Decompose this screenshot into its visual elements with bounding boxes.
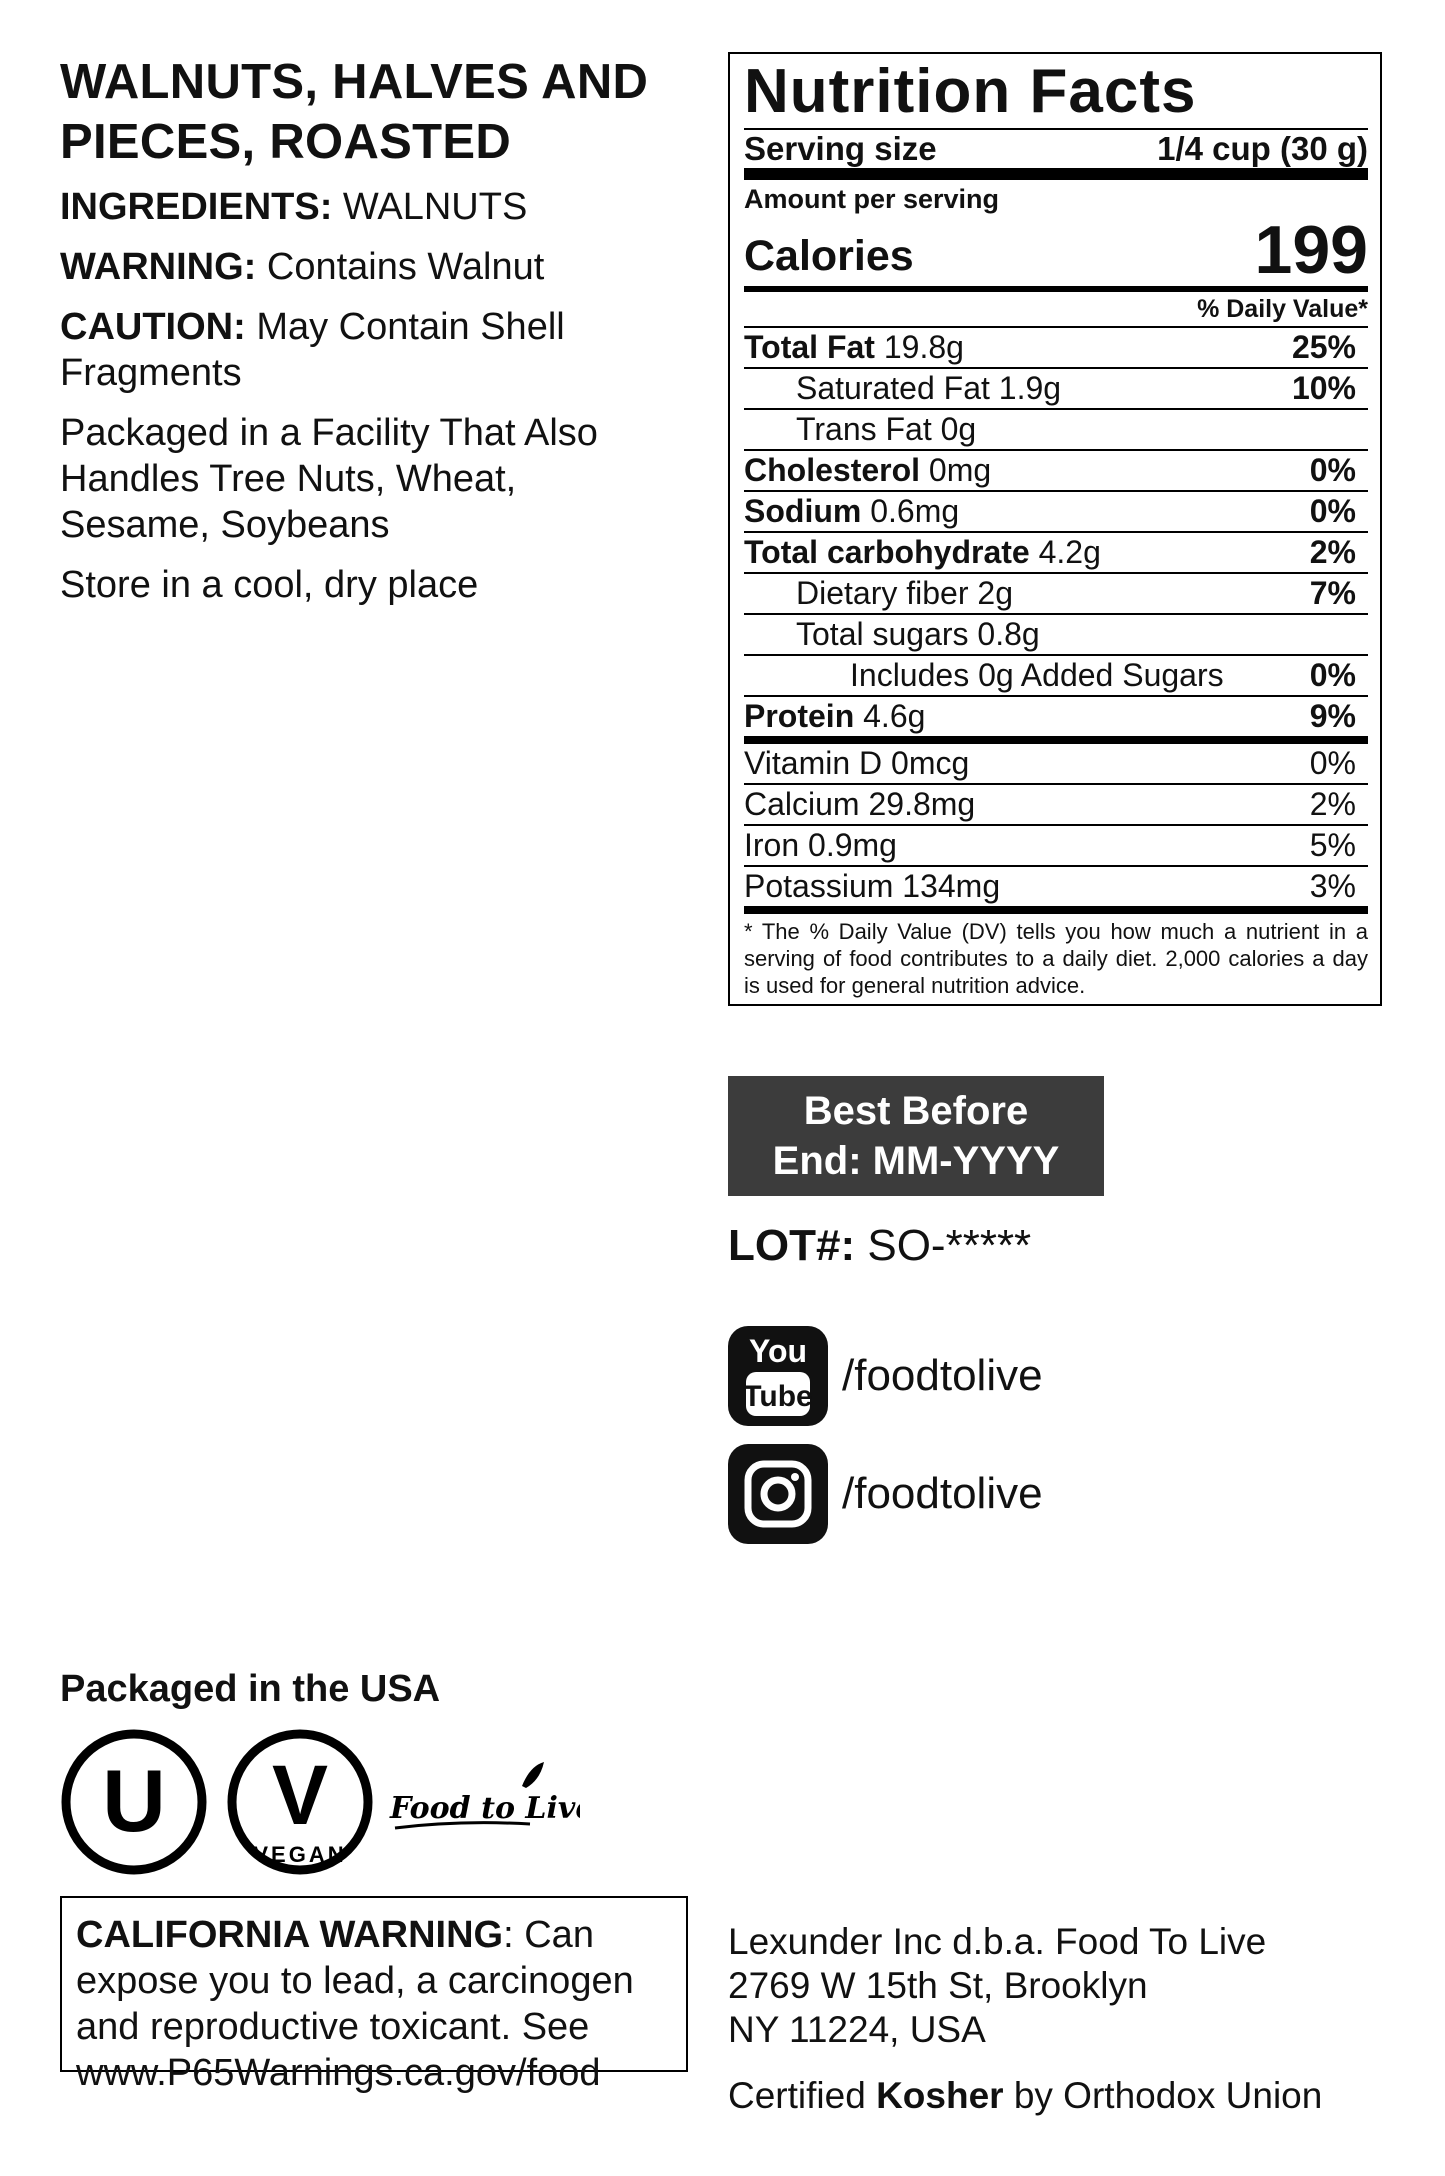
nutrient-amount: 4.6g xyxy=(863,698,926,734)
nutrient-amount: 134mg xyxy=(902,868,1001,904)
nutrient-daily-value: 7% xyxy=(1309,575,1356,611)
product-title-line1: WALNUTS, HALVES AND xyxy=(60,55,649,109)
calories-row xyxy=(744,214,1368,286)
nutrient-row xyxy=(744,783,1368,824)
lot-value: SO-***** xyxy=(867,1221,1032,1270)
nutrient-daily-value: 9% xyxy=(1309,698,1356,734)
nutrient-label xyxy=(744,785,975,824)
nutrient-name: Calcium xyxy=(744,786,860,822)
ingredients-label: INGREDIENTS: xyxy=(60,186,333,228)
nutrient-amount: 0.6mg xyxy=(870,493,960,529)
california-warning-text: : Can expose you to lead, a carcinogen and reproductive toxicant. See www.P65Warnings.ca.gov/food xyxy=(76,1914,634,2094)
kosher-logo-letter: U xyxy=(102,1751,166,1850)
nutrient-label xyxy=(744,867,1000,906)
caution-value: May Contain Shell Fragments xyxy=(60,306,565,394)
best-before-line2: End: MM-YYYY xyxy=(772,1139,1060,1183)
nutrient-daily-value: 3% xyxy=(1309,868,1356,904)
nutrient-label xyxy=(744,826,897,865)
serving-size-label: Serving size xyxy=(744,130,937,167)
best-before-box xyxy=(728,1076,1104,1196)
nutrient-amount: 4.2g xyxy=(1038,534,1101,570)
youtube-handle[interactable]: /foodtolive xyxy=(842,1351,1043,1400)
facility-statement: Packaged in a Facility That Also Handles Tree Nuts, Wheat, Sesame, Soybeans xyxy=(60,412,598,546)
warning xyxy=(60,244,720,290)
nutrient-row xyxy=(744,736,1368,783)
ingredients-value: WALNUTS xyxy=(342,186,528,228)
lot-label: LOT#: xyxy=(728,1221,856,1270)
nutrient-daily-value: 25% xyxy=(1291,329,1356,365)
nutrient-row xyxy=(744,449,1368,490)
nutrient-daily-value: 0% xyxy=(1309,493,1356,529)
nutrition-title: Nutrition Facts xyxy=(744,57,1197,126)
nutrient-name: Total sugars xyxy=(796,616,969,652)
best-before-line1: Best Before xyxy=(803,1089,1029,1133)
nutrient-daily-value: 0% xyxy=(1309,657,1356,693)
youtube-icon-text-top: You xyxy=(748,1333,808,1369)
vegan-logo-word: VEGAN xyxy=(253,1842,347,1867)
nutrient-amount: 0mg xyxy=(928,452,992,488)
instagram-handle[interactable]: /foodtolive xyxy=(842,1469,1043,1518)
nutrient-amount: 0.8g xyxy=(977,616,1040,652)
youtube-icon xyxy=(728,1326,828,1426)
calories-label: Calories xyxy=(744,232,914,280)
nutrient-amount: 0.9mg xyxy=(808,827,897,863)
nutrient-rows xyxy=(744,326,1368,906)
nutrient-name: Total Fat xyxy=(744,329,875,365)
thick-divider xyxy=(744,168,1368,180)
nutrient-row xyxy=(744,695,1368,736)
nutrient-label xyxy=(744,615,1040,654)
address-line1: Lexunder Inc d.b.a. Food To Live xyxy=(728,1921,1267,1962)
nutrient-label xyxy=(744,328,964,367)
daily-value-footnote: * The % Daily Value (DV) tells you how much a nutrient in a serving of food contributes to a daily diet. 2,000 calories a day is used for general nutrition advice. xyxy=(744,919,1368,998)
instagram-link[interactable] xyxy=(728,1444,1043,1544)
nutrient-row xyxy=(744,654,1368,695)
kosher-cert-bold: Kosher xyxy=(876,2075,1004,2116)
certification-logos xyxy=(60,1728,580,1878)
nutrient-name: Trans Fat xyxy=(796,411,932,447)
bottom-divider xyxy=(744,906,1368,914)
california-warning-label: CALIFORNIA WARNING xyxy=(76,1914,504,1956)
warning-label: WARNING: xyxy=(60,246,257,288)
youtube-link[interactable] xyxy=(728,1326,1043,1426)
nutrient-daily-value: 0% xyxy=(1309,745,1356,781)
nutrient-amount: 29.8mg xyxy=(868,786,976,822)
kosher-certification xyxy=(728,2074,1322,2118)
california-warning-box xyxy=(60,1896,688,2094)
serving-size-row xyxy=(744,130,1368,168)
nutrient-amount: 19.8g xyxy=(883,329,964,365)
nutrient-row xyxy=(744,490,1368,531)
serving-size-value: 1/4 cup (30 g) xyxy=(1157,130,1368,167)
nutrient-name: Potassium xyxy=(744,868,894,904)
kosher-cert-suffix: by Orthodox Union xyxy=(1003,2075,1323,2116)
nutrient-label xyxy=(744,656,1224,695)
caution xyxy=(60,304,720,396)
nutrient-row xyxy=(744,865,1368,906)
nutrient-name: Vitamin D xyxy=(744,745,883,781)
brand-logo-text: Food to Live xyxy=(390,1791,580,1826)
nutrient-daily-value: 5% xyxy=(1309,827,1356,863)
nutrient-row xyxy=(744,408,1368,449)
storage-instructions: Store in a cool, dry place xyxy=(60,564,479,606)
nutrient-amount: 1.9g xyxy=(998,370,1062,406)
caution-label: CAUTION: xyxy=(60,306,246,348)
nutrient-amount: 2g xyxy=(977,575,1013,611)
nutrient-label xyxy=(744,451,991,490)
nutrient-label xyxy=(744,744,969,783)
nutrient-label xyxy=(744,492,959,531)
packaged-in-usa: Packaged in the USA xyxy=(60,1668,441,1710)
nutrient-label xyxy=(744,369,1061,408)
nutrient-daily-value: 2% xyxy=(1309,786,1356,822)
nutrient-name: Includes 0g Added Sugars xyxy=(850,657,1224,693)
amount-per-serving: Amount per serving xyxy=(744,184,1000,214)
company-address xyxy=(728,1920,1266,2052)
food-to-live-logo xyxy=(389,1762,580,1828)
nutrient-name: Cholesterol xyxy=(744,452,921,488)
nutrient-row xyxy=(744,367,1368,408)
nutrient-daily-value: 10% xyxy=(1291,370,1356,406)
nutrient-name: Saturated Fat xyxy=(796,370,990,406)
address-line3: NY 11224, USA xyxy=(728,2009,986,2050)
daily-value-header: % Daily Value* xyxy=(1197,295,1368,323)
nutrient-row xyxy=(744,326,1368,367)
warning-value: Contains Walnut xyxy=(266,246,545,288)
lot-number xyxy=(728,1218,1031,1274)
nutrient-daily-value: 2% xyxy=(1309,534,1356,570)
nutrient-name: Dietary fiber xyxy=(796,575,969,611)
kosher-cert-prefix: Certified xyxy=(728,2075,877,2116)
product-info xyxy=(60,52,720,608)
vegan-logo xyxy=(232,1734,368,1870)
nutrient-row xyxy=(744,824,1368,865)
nutrient-row xyxy=(744,531,1368,572)
nutrient-label xyxy=(744,697,925,736)
nutrient-row xyxy=(744,572,1368,613)
youtube-icon-text-bottom: Tube xyxy=(743,1380,813,1413)
instagram-icon xyxy=(728,1444,828,1544)
calories-value: 199 xyxy=(1254,212,1368,288)
nutrient-name: Iron xyxy=(744,827,800,863)
nutrient-label xyxy=(744,574,1013,613)
product-title-line2: PIECES, ROASTED xyxy=(60,115,512,169)
nutrient-daily-value: 0% xyxy=(1309,452,1356,488)
nutrient-row xyxy=(744,613,1368,654)
nutrition-facts-panel xyxy=(728,52,1382,1006)
kosher-ou-logo xyxy=(66,1734,202,1870)
nutrient-name: Total carbohydrate xyxy=(744,534,1030,570)
nutrient-label xyxy=(744,410,976,449)
nutrient-name: Sodium xyxy=(744,493,862,529)
ingredients xyxy=(60,184,720,230)
nutrient-amount: 0mcg xyxy=(891,745,970,781)
nutrient-name: Protein xyxy=(744,698,855,734)
address-line2: 2769 W 15th St, Brooklyn xyxy=(728,1965,1148,2006)
nutrient-label xyxy=(744,533,1101,572)
vegan-logo-letter: V xyxy=(271,1748,329,1842)
nutrient-amount: 0g xyxy=(940,411,977,447)
